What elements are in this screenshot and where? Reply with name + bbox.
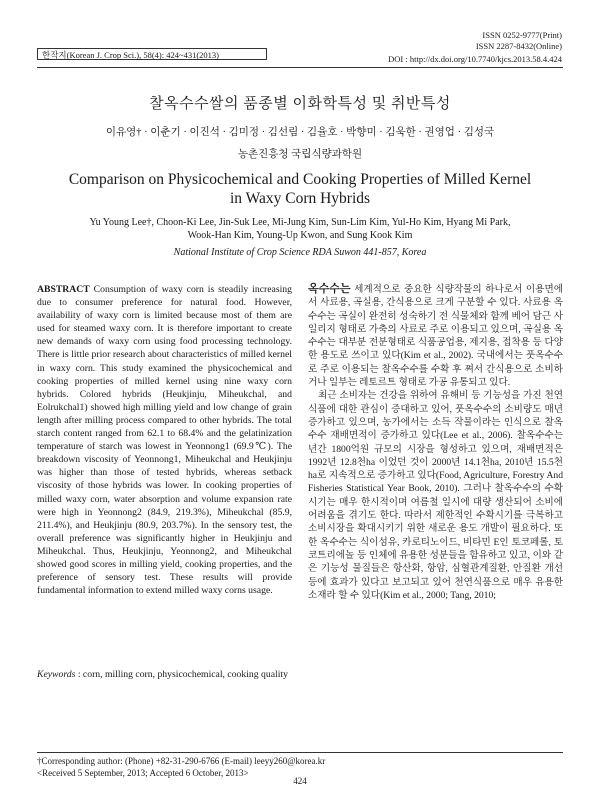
header-rule [37, 67, 563, 68]
page-number: 424 [293, 776, 307, 786]
keywords [37, 668, 292, 681]
doi-link[interactable]: DOI : http://dx.doi.org/10.7740/kjcs.2013.58.4.424 [388, 54, 562, 64]
english-authors-line2: Wook-Han Kim, Young-Up Kwon, and Sung Kook Kim [187, 230, 413, 241]
english-title-line2: in Waxy Corn Hybrids [229, 190, 371, 207]
body-paragraph-1 [308, 283, 563, 389]
english-title-line1: Comparison on Physicochemical and Cooking Properties of Milled Kernel [68, 171, 532, 188]
body-text [308, 283, 563, 602]
journal-citation: 한작지(Korean J. Crop Sci.), 58(4): 424~431(2013) [37, 48, 267, 60]
korean-title: 찰옥수수쌀의 품종별 이화학특성 및 취반특성 [149, 96, 451, 112]
korean-affiliation: 농촌진흥청 국립식량과학원 [237, 149, 363, 160]
body-paragraph-2: 최근 소비자는 건강을 위하여 유해비 등 기능성을 가진 천연식품에 대한 관심이 증대하고 있어, 풋옥수수의 소비량도 매년 증가하고 있으며, 농가에서는 소득 작물이라는 인식으로 찰옥수수 재배면적이 증가하고 있다(Lee et al., 2006). 찰옥수수는 년간 1800억원 규모의 시장을 형성하고 있으며, 재배면적은 1992년 12.8천ha 이었던 것이 2000년 14.1천ha, 2010년 15.5천ha로 지속적으로 증가하고 있다(Food, Agriculture, Forestry And Fisheries Statistical Year Book, 2010). 그러나 찰옥수수의 수확 시기는 매우 한시적이며 여름철 일시에 대량 생산되어 소비에 어려움을 겪기도 한다. 따라서 제한적인 수확시기를 극복하고 소비시장을 확대시키기 위한 새로운 용도 개발이 필요하다. 또한 옥수수는 식이섬유, 카로티노이드, 비타민 E인 토코페롤, 토코트리에놀 등 인체에 유용한 성분들을 함유하고 있고, 이와 같은 기능성 물질들은 항산화, 항암, 심혈관계질환, 안질환 개선 등에 효과가 있다고 보고되고 있어 천연식품으로 매우 유용한 소재라 할 수 있다(Kim et al., 2000; Tang, 2010; [308, 390, 563, 601]
korean-authors: 이유영† · 이춘기 · 이진석 · 김미정 · 김선림 · 김율호 · 박향미 · 김욱한 · 권영업 · 김성국 [105, 127, 495, 138]
english-title [37, 170, 563, 208]
abstract-label: ABSTRACT [37, 284, 90, 295]
issn-print: ISSN 0252-9777(Print) [482, 30, 562, 40]
footnote-rule [37, 752, 563, 753]
english-authors-line1: Yu Young Lee†, Choon-Ki Lee, Jin-Suk Lee, Mi-Jung Kim, Sun-Lim Kim, Yul-Ho Kim, Hyang Mi Park, [89, 217, 511, 228]
english-affiliation: National Institute of Crop Science RDA Suwon 441-857, Korea [173, 247, 427, 258]
corresponding-author: †Corresponding author: (Phone) +82-31-290-6766 (E-mail) leeyy260@korea.kr [37, 756, 326, 766]
keywords-label: Keywords [37, 669, 76, 680]
abstract [37, 283, 292, 597]
received-dates: <Received 5 September, 2013; Accepted 6 October, 2013> [37, 768, 249, 778]
issn-online: ISSN 2287-8432(Online) [475, 41, 562, 51]
english-authors [37, 216, 563, 242]
abstract-text: Consumption of waxy corn is steadily increasing due to consumer preference for natural food. However, availability of waxy corn is limited because most of them are used for steamed waxy corn. It is therefore important to create new demands of waxy corn using food processing technology. There is little prior research about characteristics of milled kernel in waxy corn. This study examined the physicochemical and cooking properties of milled kernel using nine waxy corn hybrids. Colored hybrids (Heukjinju, Miheukchal, and Eolrukchal1) showed high milling yield and low change of grain length after milling process compared to other hybrids. The total starch content ranged from 62.1 to 68.4% and the gelatinization temperature of starch was lowest in Yeonnong1 (69.9℃). The breakdown viscosity of Yeonnong1, Miheukchal and Heukjinju was higher than those of tested hybrids, whereas setback viscosity of those hybrids was lower. In cooking properties of milled waxy corn, water absorption and volume expansion rate were high in Yeonnong2 (84.9, 219.3%), Miheukchal (85.9, 211.4%), and Heukjinju (80.9, 203.7%). In the sensory test, the overall preference was significantly higher in Heukjinju and Miheukchal. Thus, Heukjinju, Yeonnong2, and Miheukchal showed good scores in milling yield, cooking properties, and the preference of sensory test. These results will provide fundamental information to extend milled waxy corns usage. [37, 284, 292, 597]
keywords-text: : corn, milling corn, physicochemical, cooking quality [77, 669, 288, 680]
body-paragraph-1-text: 세계적으로 중요한 식량작물의 하나로서 이용면에서 사료용, 곡실용, 간식용으로 크게 구분할 수 있다. 사료용 옥수수는 곡실이 완전히 성숙하기 전 식물체와 함께 베어 담근 사일리지 형태로 가축의 사료로 주로 이용되고 있으며, 곡실용 옥수수는 대부분 전분형태로 식품공업용, 제지용, 접착용 등 다양한 용도로 쓰이고 있다(Kim et al., 2002). 국내에서는 풋옥수수로 주로 이용되는 찰옥수수를 수확 후 쪄서 간식용으로 소비하거나 일부는 레토르트 형태로 가공 유통되고 있다. [308, 284, 563, 389]
body-lead-word: 옥수수는 [308, 283, 351, 295]
